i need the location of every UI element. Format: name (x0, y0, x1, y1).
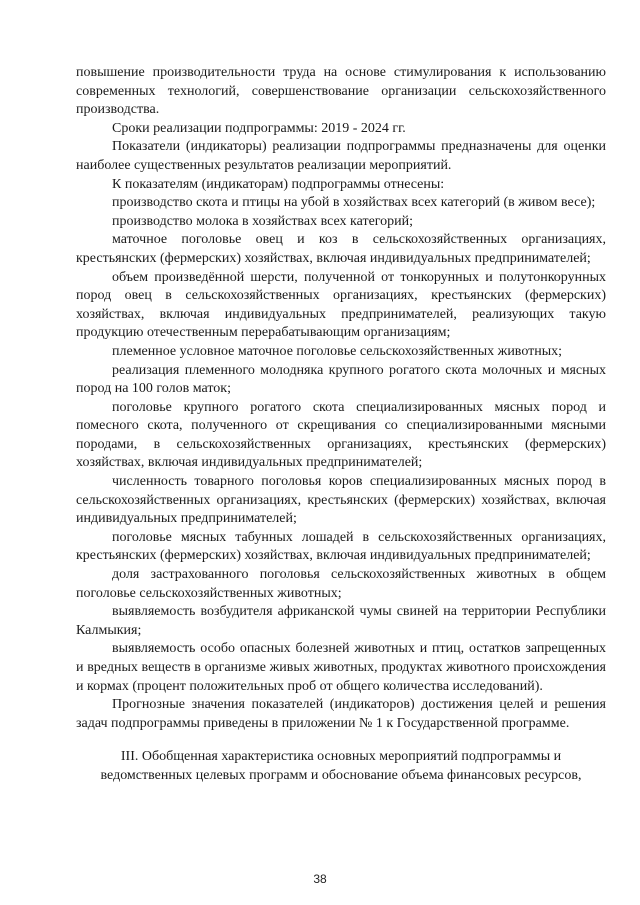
paragraph-forecast-values: Прогнозные значения показателей (индикаторов) достижения целей и решения задач подпрограммы приведены в приложении № 1 к Государственной программе. (76, 697, 606, 731)
list-item-breeding-stock: племенное условное маточное поголовье сельскохозяйственных животных; (112, 343, 563, 359)
section-heading (76, 747, 606, 785)
list-item-asf-detection: выявляемость возбудителя африканской чумы свиней на территории Республики Калмыкия; (76, 604, 606, 638)
body-text (76, 64, 606, 733)
list-item-livestock-slaughter: производство скота и птицы на убой в хозяйствах всех категорий (в живом весе); (112, 195, 596, 211)
list-item-sheep-goats: маточное поголовье овец и коз в сельскохозяйственных организациях, крестьянских (фермерских) хозяйствах, включая индивидуальных предпринимателей; (76, 232, 606, 266)
list-item-commercial-cows: численность товарного поголовья коров специализированных мясных пород в сельскохозяйственных организациях, крестьянских (фермерских) хозяйствах, включая индивидуальных предпринимателей; (76, 474, 606, 527)
document-page (76, 64, 606, 785)
section-heading-line-1: III. Обобщенная характеристика основных мероприятий подпрограммы и (120, 749, 562, 765)
paragraph-indicators-intro: К показателям (индикаторам) подпрограммы отнесены: (112, 176, 445, 192)
paragraph-indicators-purpose: Показатели (индикаторы) реализации подпрограммы предназначены для оценки наиболее существенных результатов реализации мероприятий. (76, 139, 606, 173)
paragraph-timeline: Сроки реализации подпрограммы: 2019 - 2024 гг. (112, 120, 406, 136)
list-item-disease-detection: выявляемость особо опасных болезней животных и птиц, остатков запрещенных и вредных веществ в организме живых животных, продуктах животного происхождения и кормах (процент положительных проб от общего количества исследований). (76, 641, 606, 694)
page-number: 38 (313, 872, 327, 886)
list-item-wool-volume: объем произведённой шерсти, полученной от тонкорунных и полутонкорунных пород овец в сельскохозяйственных организациях, крестьянских (фермерских) хозяйствах, включая индивидуальных предпринимателей, реализующих такую продукцию отечественным перерабатывающим организациям; (76, 269, 606, 341)
list-item-insured-share: доля застрахованного поголовья сельскохозяйственных животных в общем поголовье сельскохозяйственных животных; (76, 567, 606, 601)
list-item-breeding-young-sales: реализация племенного молодняка крупного рогатого скота молочных и мясных пород на 100 голов маток; (76, 362, 606, 397)
list-item-beef-cattle: поголовье крупного рогатого скота специализированных мясных пород и помесного скота, полученного от скрещивания со специализированными мясными породами, в сельскохозяйственных организациях, крестьянских (фермерских) хозяйствах, включая индивидуальных предпринимателей; (76, 399, 606, 471)
paragraph-productivity: повышение производительности труда на основе стимулирования к использованию современных технологий, совершенствование организации сельскохозяйственного производства. (76, 65, 606, 118)
list-item-milk-production: производство молока в хозяйствах всех категорий; (112, 213, 414, 229)
section-heading-line-2: ведомственных целевых программ и обоснование объема финансовых ресурсов, (100, 768, 582, 784)
list-item-horses: поголовье мясных табунных лошадей в сельскохозяйственных организациях, крестьянских (фермерских) хозяйствах, включая индивидуальных предпринимателей; (76, 529, 606, 564)
